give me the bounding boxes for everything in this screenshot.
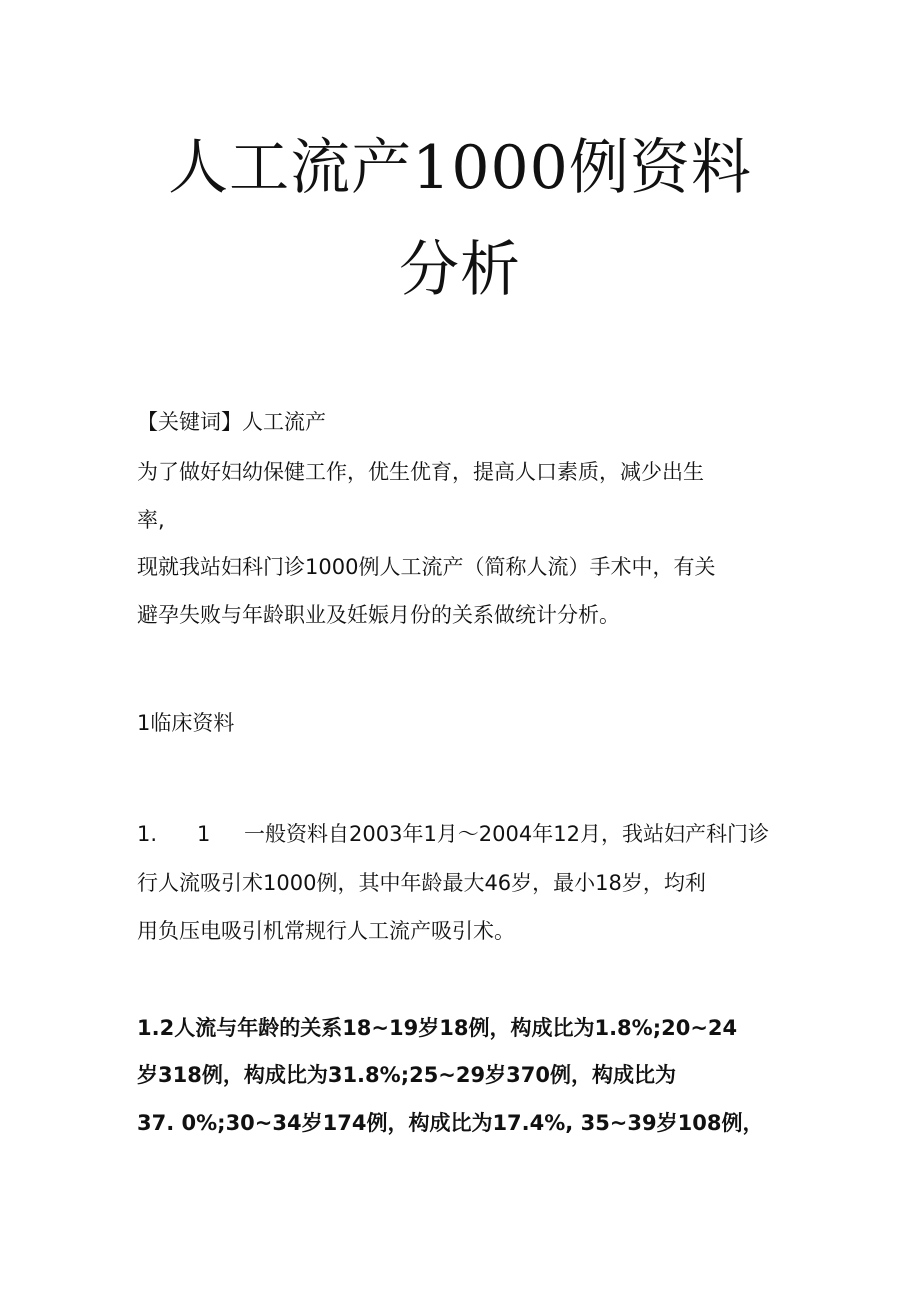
section-1-1-line-1 [137,819,769,849]
document-title-line-1: 人工流产1000例资料 [168,133,752,203]
section-1-heading: 1临床资料 [137,711,235,735]
keywords-line: 【关键词】人工流产 [137,410,326,434]
intro-line-2: 率, [137,508,165,532]
section-1-1-text-1: 一般资料自2003年1月～2004年12月，我站妇产科门诊 [244,822,769,846]
section-number-major: 1. [137,822,158,846]
section-1-2-line-2: 岁318例，构成比为31.8%;25~29岁370例，构成比为 [137,1063,676,1087]
section-1-2-line-3: 37. 0%;30~34岁174例，构成比为17.4%, 35~39岁108例， [137,1111,764,1135]
intro-line-3: 现就我站妇科门诊1000例人工流产（简称人流）手术中，有关 [137,555,716,579]
intro-line-1: 为了做好妇幼保健工作，优生优育，提高人口素质，减少出生 [137,460,704,484]
section-1-1-line-2: 行人流吸引术1000例，其中年龄最大46岁，最小18岁，均利 [137,871,706,895]
document-title-line-2: 分析 [399,235,521,305]
intro-line-4: 避孕失败与年龄职业及妊娠月份的关系做统计分析。 [137,603,620,627]
section-1-1-line-3: 用负压电吸引机常规行人工流产吸引术。 [137,919,515,943]
section-number-minor: 1 [197,822,211,846]
section-1-2-line-1: 1.2人流与年龄的关系18~19岁18例，构成比为1.8%;20~24 [137,1016,738,1040]
